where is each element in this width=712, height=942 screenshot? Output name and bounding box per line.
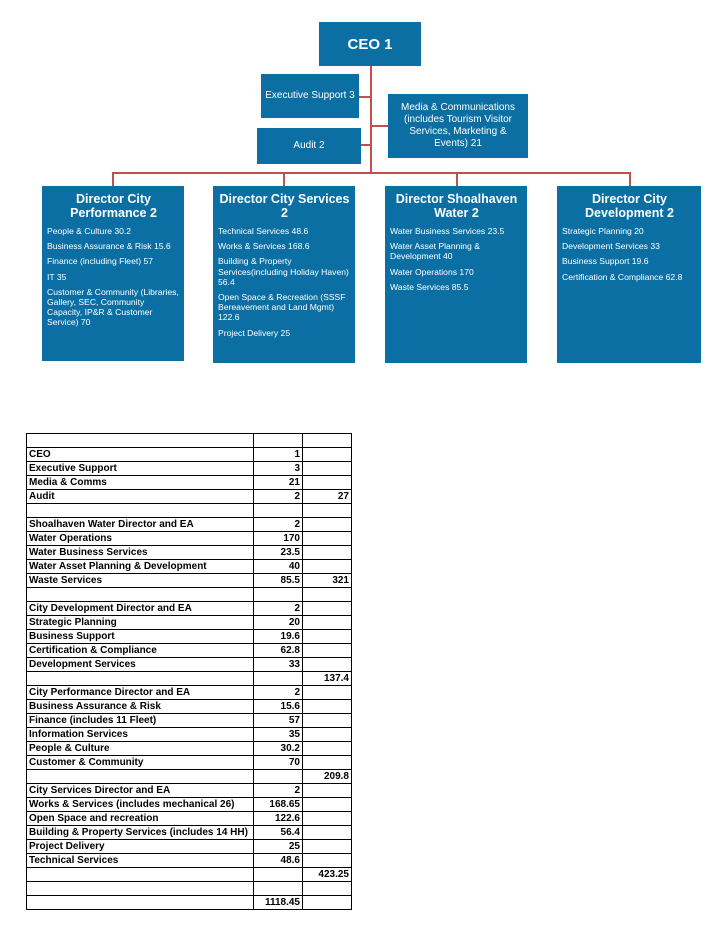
subtotal-cell (303, 518, 352, 532)
fte-value-cell: 3 (254, 462, 303, 476)
fte-value-cell: 57 (254, 714, 303, 728)
subtotal-cell (303, 686, 352, 700)
director-city-development (557, 186, 701, 363)
ceo-box: CEO 1 (319, 22, 421, 66)
subtotal-cell (303, 658, 352, 672)
fte-value-cell: 2 (254, 518, 303, 532)
fte-value-cell: 2 (254, 686, 303, 700)
fte-value-cell: 30.2 (254, 742, 303, 756)
subtotal-cell (303, 742, 352, 756)
connector-media (371, 125, 388, 127)
subtotal-cell (303, 714, 352, 728)
fte-value-cell: 2 (254, 784, 303, 798)
fte-value-cell (254, 770, 303, 784)
table-row (27, 672, 352, 686)
table-row (27, 882, 352, 896)
fte-value-cell (254, 672, 303, 686)
fte-value-cell (254, 588, 303, 602)
row-label-cell: Strategic Planning (27, 616, 254, 630)
table-row (27, 602, 352, 616)
connector-drop-1 (112, 172, 114, 186)
fte-value-cell: 62.8 (254, 644, 303, 658)
subtotal-cell: 27 (303, 490, 352, 504)
fte-value-cell: 85.5 (254, 574, 303, 588)
fte-value-cell (254, 434, 303, 448)
subtotal-cell (303, 532, 352, 546)
table-row (27, 728, 352, 742)
connector-executive-support (359, 96, 371, 98)
fte-value-cell: 19.6 (254, 630, 303, 644)
director-item: Business Support 19.6 (562, 256, 649, 267)
subtotal-cell (303, 546, 352, 560)
executive-support-box: Executive Support 3 (261, 74, 359, 118)
row-label-cell: Development Services (27, 658, 254, 672)
row-label-cell (27, 882, 254, 896)
table-row (27, 700, 352, 714)
row-label-cell (27, 770, 254, 784)
director-item: Water Operations 170 (390, 266, 474, 277)
fte-value-cell: 1 (254, 448, 303, 462)
row-label-cell: Water Asset Planning & Development (27, 560, 254, 574)
table-row (27, 770, 352, 784)
row-label-cell: Open Space and recreation (27, 812, 254, 826)
table-row (27, 462, 352, 476)
row-label-cell: Water Business Services (27, 546, 254, 560)
fte-value-cell: 20 (254, 616, 303, 630)
subtotal-cell: 137.4 (303, 672, 352, 686)
subtotal-cell (303, 588, 352, 602)
subtotal-cell (303, 462, 352, 476)
subtotal-cell (303, 630, 352, 644)
row-label-cell: Finance (includes 11 Fleet) (27, 714, 254, 728)
director-title: Director Shoalhaven Water 2 (395, 192, 518, 220)
fte-value-cell: 1118.45 (254, 896, 303, 910)
connector-drop-3 (456, 172, 458, 186)
row-label-cell: Building & Property Services (includes 14 HH) (27, 826, 254, 840)
table-row (27, 714, 352, 728)
fte-value-cell: 56.4 (254, 826, 303, 840)
table-row (27, 588, 352, 602)
table-row (27, 546, 352, 560)
subtotal-cell (303, 756, 352, 770)
row-label-cell: Audit (27, 490, 254, 504)
director-item: Strategic Planning 20 (562, 226, 644, 236)
row-label-cell: Business Support (27, 630, 254, 644)
subtotal-cell (303, 728, 352, 742)
fte-value-cell: 70 (254, 756, 303, 770)
connector-audit (361, 144, 371, 146)
director-item: People & Culture 30.2 (47, 226, 132, 236)
row-label-cell: City Services Director and EA (27, 784, 254, 798)
row-label-cell: Project Delivery (27, 840, 254, 854)
table-row (27, 868, 352, 882)
director-item: Project Delivery 25 (218, 327, 291, 338)
director-item: Water Asset Planning & Development 40 (390, 241, 480, 262)
row-label-cell: Technical Services (27, 854, 254, 868)
connector-trunk (370, 66, 372, 174)
director-item: Finance (including Fleet) 57 (47, 256, 154, 267)
table-row (27, 798, 352, 812)
director-city-services (213, 186, 355, 363)
row-label-cell: People & Culture (27, 742, 254, 756)
table-row (27, 448, 352, 462)
row-label-cell (27, 434, 254, 448)
table-row (27, 742, 352, 756)
connector-drop-2 (283, 172, 285, 186)
subtotal-cell (303, 644, 352, 658)
subtotal-cell (303, 826, 352, 840)
fte-value-cell: 25 (254, 840, 303, 854)
row-label-cell: City Development Director and EA (27, 602, 254, 616)
fte-value-cell: 2 (254, 602, 303, 616)
director-item: Business Assurance & Risk 15.6 (47, 241, 171, 252)
row-label-cell: Business Assurance & Risk (27, 700, 254, 714)
fte-value-cell (254, 868, 303, 882)
table-row (27, 630, 352, 644)
subtotal-cell (303, 798, 352, 812)
fte-value-cell (254, 504, 303, 518)
row-label-cell: Waste Services (27, 574, 254, 588)
fte-value-cell: 21 (254, 476, 303, 490)
director-item: Customer & Community (Libraries, Gallery, SEC, Community Capacity, IP&R & Customer Service) 70 (47, 286, 179, 328)
row-label-cell (27, 868, 254, 882)
director-title: Director City Services 2 (219, 192, 350, 220)
subtotal-cell (303, 700, 352, 714)
connector-horizontal (112, 172, 631, 174)
table-row (27, 896, 352, 910)
subtotal-cell (303, 896, 352, 910)
subtotal-cell (303, 784, 352, 798)
subtotal-cell (303, 840, 352, 854)
director-item: Building & Property Services(including Holiday Haven) 56.4 (218, 256, 349, 287)
row-label-cell: Works & Services (includes mechanical 26) (27, 798, 254, 812)
table-row (27, 756, 352, 770)
director-item: Development Services 33 (562, 241, 660, 252)
row-label-cell: Executive Support (27, 462, 254, 476)
table-row (27, 574, 352, 588)
audit-box: Audit 2 (257, 128, 361, 164)
table-row (27, 504, 352, 518)
fte-value-cell: 33 (254, 658, 303, 672)
subtotal-cell (303, 602, 352, 616)
director-item: Works & Services 168.6 (218, 241, 310, 252)
fte-value-cell: 122.6 (254, 812, 303, 826)
director-item: IT 35 (47, 271, 67, 282)
fte-value-cell: 15.6 (254, 700, 303, 714)
subtotal-cell: 321 (303, 574, 352, 588)
table-row (27, 476, 352, 490)
subtotal-cell (303, 504, 352, 518)
subtotal-cell (303, 854, 352, 868)
media-communications-box: Media & Communications (includes Tourism Visitor Services, Marketing & Events) 21 (388, 94, 528, 158)
row-label-cell: Information Services (27, 728, 254, 742)
row-label-cell: Water Operations (27, 532, 254, 546)
fte-value-cell: 170 (254, 532, 303, 546)
subtotal-cell (303, 882, 352, 896)
table-row (27, 784, 352, 798)
subtotal-cell (303, 812, 352, 826)
table-row (27, 840, 352, 854)
row-label-cell: CEO (27, 448, 254, 462)
table-row (27, 490, 352, 504)
director-item: Waste Services 85.5 (390, 281, 469, 292)
table-row (27, 826, 352, 840)
table-row (27, 518, 352, 532)
director-item: Open Space & Recreation (SSSF Bereavement and Land Mgmt) 122.6 (218, 292, 346, 323)
table-row (27, 616, 352, 630)
table-row (27, 532, 352, 546)
fte-value-cell: 2 (254, 490, 303, 504)
row-label-cell (27, 588, 254, 602)
row-label-cell (27, 504, 254, 518)
row-label-cell: Certification & Compliance (27, 644, 254, 658)
table-row (27, 658, 352, 672)
fte-value-cell: 23.5 (254, 546, 303, 560)
subtotal-cell (303, 476, 352, 490)
fte-value-cell: 35 (254, 728, 303, 742)
fte-value-cell: 40 (254, 560, 303, 574)
fte-value-cell: 48.6 (254, 854, 303, 868)
director-item: Certification & Compliance 62.8 (562, 271, 683, 282)
table-row (27, 560, 352, 574)
director-shoalhaven-water (385, 186, 527, 363)
connector-drop-4 (629, 172, 631, 186)
subtotal-cell (303, 616, 352, 630)
fte-summary-table (26, 433, 352, 910)
fte-value-cell (254, 882, 303, 896)
director-title: Director City Performance 2 (70, 192, 157, 220)
table-row (27, 644, 352, 658)
table-row (27, 686, 352, 700)
director-city-performance (42, 186, 184, 361)
subtotal-cell (303, 560, 352, 574)
director-title: Director City Development 2 (585, 192, 674, 220)
table-row (27, 854, 352, 868)
table-row (27, 434, 352, 448)
director-item: Technical Services 48.6 (218, 226, 309, 236)
subtotal-cell: 209.8 (303, 770, 352, 784)
table-row (27, 812, 352, 826)
row-label-cell: Shoalhaven Water Director and EA (27, 518, 254, 532)
row-label-cell (27, 896, 254, 910)
row-label-cell (27, 672, 254, 686)
director-item: Water Business Services 23.5 (390, 226, 505, 236)
row-label-cell: Customer & Community (27, 756, 254, 770)
row-label-cell: City Performance Director and EA (27, 686, 254, 700)
subtotal-cell: 423.25 (303, 868, 352, 882)
subtotal-cell (303, 434, 352, 448)
subtotal-cell (303, 448, 352, 462)
row-label-cell: Media & Comms (27, 476, 254, 490)
fte-value-cell: 168.65 (254, 798, 303, 812)
